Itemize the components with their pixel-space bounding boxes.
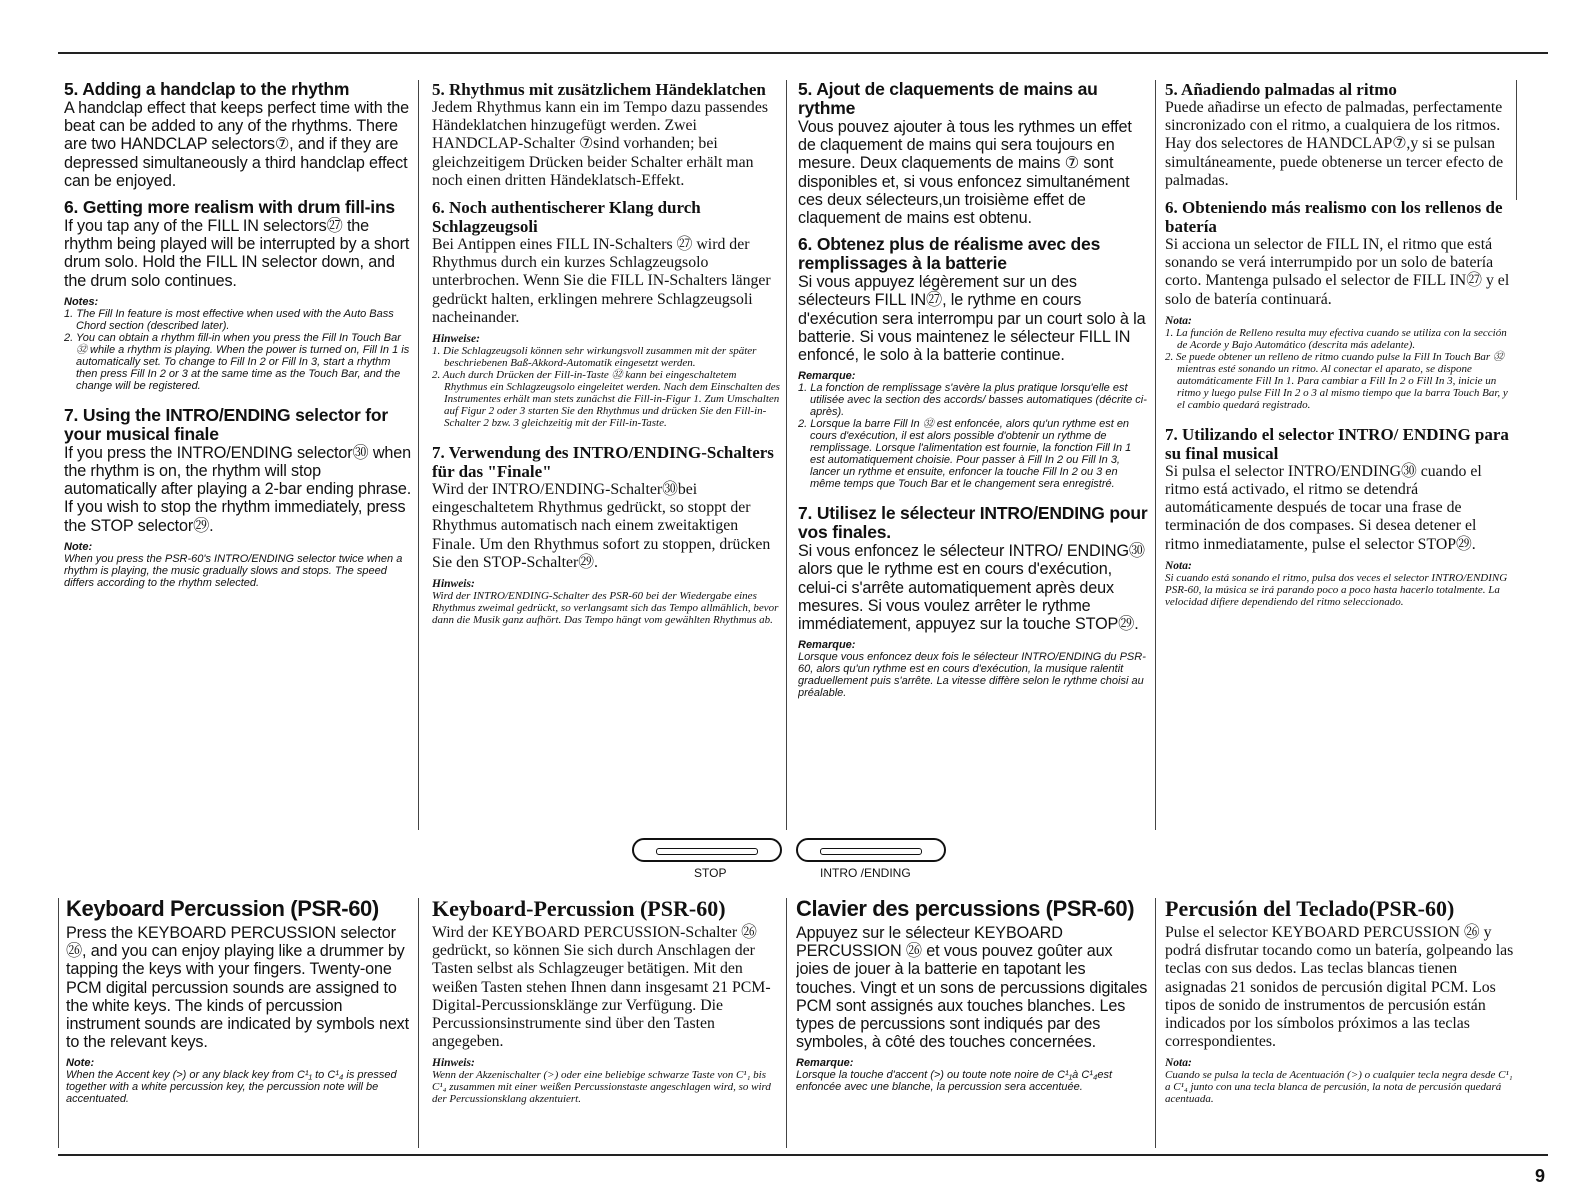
notes-label: Nota: bbox=[1165, 314, 1192, 327]
section-body: If you tap any of the FILL IN selectors㉗ the rhythm being played will be interrupted by a short drum solo. Hold the FILL IN selector down, and the drum solo continues. bbox=[64, 217, 410, 290]
german-column bbox=[432, 80, 780, 830]
section-body: Puede añadirse un efecto de palmadas, perfectamente sincronizado con el ritmo, a cualquiera de los ritmos. Hay dos selectores de HANDCLAP⑦,y si se pulsan simultáneamente, puede obtenerse un tercer efecto de palmadas. bbox=[1165, 99, 1504, 189]
section-intro-ending bbox=[432, 443, 780, 626]
note-text: Lorsque vous enfoncez deux fois le sélecteur INTRO/ENDING du PSR-60, alors qu'un rythme est en cours d'exécution, la musique ralentit graduellement puis s'arrête. La vitesse diffère selon le rythme choisi au préalable. bbox=[798, 651, 1146, 700]
note-text: Cuando se pulsa la tecla de Acentuación (>) o cualquier tecla negra desde C¹₁ a C¹₄ junto con una tecla blanca de percusión, la nota de percusión quedará acentuada. bbox=[1165, 1069, 1513, 1106]
intro-ending-button-illustration bbox=[796, 838, 946, 862]
english-column bbox=[64, 80, 412, 830]
section-fill-ins bbox=[432, 198, 780, 429]
keyboard-percussion-french bbox=[796, 896, 1148, 1154]
section-body: A handclap effect that keeps perfect time with the beat can be added to any of the rhythms. There are two HANDCLAP selectors⑦, and if they are depressed simultaneously a third handclap effect can be enjoyed. bbox=[64, 99, 409, 190]
section-fill-ins bbox=[798, 235, 1148, 490]
section-handclap bbox=[432, 80, 780, 190]
section-heading: 5. Adding a handclap to the rhythm bbox=[64, 80, 350, 99]
section-intro-ending bbox=[1165, 425, 1513, 608]
section-title: Clavier des percussions (PSR-60) bbox=[796, 896, 1135, 921]
column-divider bbox=[786, 80, 787, 830]
section-body: If you press the INTRO/ENDING selector㉚ when the rhythm is on, the rhythm will stop automatically after playing a 2-bar ending phrase. If you wish to stop the rhythm immediately, press the STOP selector㉙. bbox=[64, 443, 412, 535]
section-heading: 6. Obtenez plus de réalisme avec des remplissages à la batterie bbox=[798, 234, 1101, 274]
spanish-column bbox=[1165, 80, 1513, 830]
note-text: When the Accent key (>) or any black key from C¹₁ to C¹₄ is pressed together with a white percussion key, the percussion note will be accentuated. bbox=[66, 1069, 397, 1106]
notes-label: Nota: bbox=[1165, 1057, 1192, 1070]
note-item: 2. Auch durch Drücken der Fill-in-Taste ㉜ kann bei eingeschaltetem Rhythmus ein Schlagzeugsolo eingeleitet werden. Nach dem Einschalten des Instrumentes erhält man stets zunächst die Fill-in-Figur 1. Zum Umschalten auf Figur 2 oder 3 starten Sie den Rhythmus und drücken Sie den Fill-in-Schalter 2 bzw. 3 gleichzeitig mit der Fill-in-Taste. bbox=[432, 369, 780, 430]
notes-label: Hinweis: bbox=[432, 578, 475, 591]
column-divider bbox=[418, 898, 419, 1148]
keyboard-percussion-english bbox=[66, 896, 414, 1154]
top-rule bbox=[58, 52, 1548, 54]
section-body: Si pulsa el selector INTRO/ENDING㉚ cuando el ritmo está activado, el ritmo se detendrá automáticamente después de tocar una frase de terminación de dos compases. Si desea detener el ritmo inmediatamente, pulse el selector STOP㉙. bbox=[1165, 462, 1482, 553]
section-handclap bbox=[798, 80, 1148, 227]
intro-ending-label: INTRO /ENDING bbox=[820, 866, 911, 880]
keyboard-percussion-spanish bbox=[1165, 896, 1515, 1154]
note-item: 1. Die Schlagzeugsoli können sehr wirkungsvoll zusammen mit der später beschriebenen Baß-Akkord-Automatik eingesetzt werden. bbox=[432, 345, 757, 370]
section-body: Si acciona un selector de FILL IN, el ritmo que está sonando se verá interrumpido por un solo de batería corto. Mantenga pulsado el selector de FILL IN㉗ y el solo de batería continuará. bbox=[1165, 236, 1510, 308]
section-heading: 7. Verwendung des INTRO/ENDING-Schalters für das "Finale" bbox=[432, 443, 774, 482]
section-body: Wird der KEYBOARD PERCUSSION-Schalter ㉖ gedrückt, so können Sie sich durch Anschlagen der Tasten selbst als Schlagzeuger betätigen. Mit den weißen Tasten stehen Ihnen dann insgesamt 21 PCM-Digital-Percussionsklänge zur Verfügung. Die Percussionsinstrumente sind über den Tasten angegeben. bbox=[432, 924, 771, 1051]
section-heading: 5. Rhythmus mit zusätzlichem Händeklatchen bbox=[432, 80, 766, 99]
notes-label: Hinweis: bbox=[432, 1057, 475, 1070]
section-intro-ending bbox=[64, 406, 412, 589]
section-heading: 6. Obteniendo más realismo con los rellenos de batería bbox=[1165, 198, 1503, 237]
section-body: Press the KEYBOARD PERCUSSION selector ㉖, and you can enjoy playing like a drummer by tapping the keys with your fingers. Twenty-one PCM digital percussion sounds are assigned to the white keys. The kinds of percussion instrument sounds are indicated by symbols next to the relevant keys. bbox=[66, 924, 409, 1052]
section-heading: 6. Noch authentischerer Klang durch Schlagzeugsoli bbox=[432, 198, 701, 237]
stop-label: STOP bbox=[694, 866, 727, 880]
notes-label: Notes: bbox=[64, 295, 99, 308]
section-heading: 7. Utilizando el selector INTRO/ ENDING para su final musical bbox=[1165, 424, 1509, 463]
section-fill-ins bbox=[1165, 198, 1513, 411]
section-body: Si vous appuyez légèrement sur un des sélecteurs FILL IN㉗, le rythme en cours d'exécution sera interrompu par un court solo à la batterie. Si vous maintenez le sélecteur FILL IN enfoncé, le solo à la batterie continue. bbox=[798, 273, 1146, 365]
section-body: Pulse el selector KEYBOARD PERCUSSION ㉖ y podrá disfrutar tocando como un batería, golpeando las teclas con sus dedos. Las teclas blancas tienen asignadas 21 sonidos de percusión digital PCM. Los tipos de sonido de instrumentos de percusión están indicados por los símbolos próximos a las teclas correspondientes. bbox=[1165, 924, 1514, 1051]
section-handclap bbox=[1165, 80, 1513, 190]
section-body: Bei Antippen eines FILL IN-Schalters ㉗ wird der Rhythmus durch ein kurzes Schlagzeugsolo unterbrochen. Wenn Sie die FILL IN-Schalters länger gedrückt halten, erklingen mehrere Schlagzeugsoli nacheinander. bbox=[432, 236, 771, 326]
notes-label: Remarque: bbox=[796, 1057, 854, 1070]
column-divider bbox=[1155, 80, 1156, 830]
note-item: 2. You can obtain a rhythm fill-in when you press the Fill In Touch Bar ㉜ while a rhythm is playing. When the power is turned on, Fill In 1 is automatically set. To change to Fill In 2 or Fill In 3, start a rhythm then press Fill In 2 or 3 at the same time as the Touch Bar, and the change will be registered. bbox=[64, 331, 410, 392]
column-divider bbox=[1516, 80, 1517, 200]
section-heading: 7. Using the INTRO/ENDING selector for your musical finale bbox=[64, 404, 388, 444]
note-item: 1. La fonction de remplissage s'avère la plus pratique lorsqu'elle est utilisée avec la section des accords/ basses automatiques (décrite ci-après). bbox=[798, 382, 1147, 419]
note-text: Wird der INTRO/ENDING-Schalter des PSR-60 bei der Wiedergabe eines Rhythmus zweimal gedrückt, so verlangsamt sich das Tempo allmählich, bevor dann die Musik ganz aufhört. Das Tempo hängt vom gewählten Rhythmus ab. bbox=[432, 590, 779, 627]
section-heading: 5. Ajout de claquements de mains au rythme bbox=[798, 80, 1098, 118]
notes-label: Nota: bbox=[1165, 559, 1192, 572]
section-heading: 7. Utilisez le sélecteur INTRO/ENDING pour vos finales. bbox=[798, 503, 1148, 543]
note-item: 1. The Fill In feature is most effective when used with the Auto Bass Chord section (described later). bbox=[64, 307, 394, 332]
french-column bbox=[798, 80, 1148, 830]
section-heading: 6. Getting more realism with drum fill-ins bbox=[64, 197, 395, 218]
section-body: Si vous enfoncez le sélecteur INTRO/ ENDING㉚alors que le rythme est en cours d'exécution, celui-ci s'arrête automatiquement après deux mesures. Si vous voulez arrêter le rythme immédiatement, appuyez sur la touche STOP㉙. bbox=[798, 542, 1145, 634]
column-divider bbox=[786, 898, 787, 1148]
notes-label: Remarque: bbox=[798, 370, 856, 383]
section-body: Appuyez sur le sélecteur KEYBOARD PERCUSSION ㉖ et vous pouvez goûter aux joies de jouer à la batterie en tapotant les touches. Vingt et un sons de percussions digitales PCM sont assignés aux touches blanches. Les types de percussions sont indiqués par des symboles, à côté des touches concernées. bbox=[796, 924, 1148, 1052]
note-item: 2. Lorsque la barre Fill In ㉜ est enfoncée, alors qu'un rythme est en cours d'exécution, il est alors possible d'obtenir un rythme de remplissage. Lorsque l'alimentation est fournie, la fonction Fill In 1 est automatiquement choisie. Pour passer à Fill In 2 ou Fill In 3, lancer un rythme et ensuite, enfoncer la touche Fill In 2 ou 3 en même temps que Touch Bar et le changement sera enregistré. bbox=[798, 418, 1132, 491]
section-intro-ending bbox=[798, 504, 1148, 699]
page-number: 9 bbox=[1534, 1166, 1545, 1186]
note-text: Si cuando está sonando el ritmo, pulsa dos veces el selector INTRO/ENDING PSR-60, la música se irá parando poco a poco hasta hacerlo totalmente. La velocidad difiere dependiendo del ritmo seleccionado. bbox=[1165, 571, 1508, 608]
section-body: Vous pouvez ajouter à tous les rythmes un effet de claquement de mains qui sera toujours en mesure. Deux claquements de mains ⑦ sont disponibles et, si vous enfoncez simultanément ces deux sélecteurs,un troisième effet de claquement de mains est obtenu. bbox=[798, 118, 1132, 228]
keyboard-percussion-german bbox=[432, 896, 780, 1154]
notes-label: Hinweise: bbox=[432, 333, 480, 346]
stop-button-illustration bbox=[632, 838, 782, 862]
note-item: 1. La función de Relleno resulta muy efectiva cuando se utiliza con la sección de Acorde y Bajo Automático (descrita más adelante). bbox=[1165, 326, 1507, 351]
column-divider bbox=[58, 898, 59, 1148]
section-title: Keyboard-Percussion (PSR-60) bbox=[432, 896, 726, 921]
section-fill-ins bbox=[64, 198, 412, 392]
notes-label: Remarque: bbox=[798, 639, 856, 652]
note-item: 2. Se puede obtener un relleno de ritmo cuando pulse la Fill In Touch Bar ㉜ mientras esté sonando un ritmo. Al conectar el aparato, se dispone automáticamente Fill In 1. Para cambiar a Fill In 2 o Fill In 3, inicie un ritmo y luego pulse Fill In 2 o 3 al mismo tiempo que la barra Touch Bar, y el cambio quedará registrado. bbox=[1165, 350, 1508, 411]
section-body: Jedem Rhythmus kann ein im Tempo dazu passendes Händeklatchen hinzugefügt werden. Zwei HANDCLAP-Schalter ⑦sind vorhanden; bei gleichzeitigem Drücken beider Schalter erhält man noch einen dritten Händeklatsch-Effekt. bbox=[432, 99, 768, 189]
section-title: Percusión del Teclado(PSR-60) bbox=[1165, 896, 1455, 921]
section-handclap bbox=[64, 80, 412, 190]
bottom-rule bbox=[58, 1154, 1548, 1156]
section-title: Keyboard Percussion (PSR-60) bbox=[66, 896, 379, 921]
column-divider bbox=[1155, 898, 1156, 1148]
notes-label: Note: bbox=[64, 540, 93, 553]
section-body: Wird der INTRO/ENDING-Schalter㉚bei eingeschaltetem Rhythmus gedrückt, so stoppt der Rhythmus automatisch nach einem zweitaktigen Finale. Um den Rhythmus sofort zu stoppen, drücken Sie den STOP-Schalter㉙. bbox=[432, 481, 771, 571]
section-heading: 5. Añadiendo palmadas al ritmo bbox=[1165, 80, 1397, 99]
notes-label: Note: bbox=[66, 1057, 95, 1070]
note-text: Wenn der Akzenischalter (>) oder eine beliebige schwarze Taste von C¹₁ bis C¹₄ zusammen mit einer weißen Percussionstaste angeschlagen wird, so wird der Percussionsklang akzentuiert. bbox=[432, 1069, 771, 1106]
column-divider bbox=[418, 80, 419, 830]
note-text: When you press the PSR-60's INTRO/ENDING selector twice when a rhythm is playing, the music gradually slows and stops. The speed differs according to the rhythm selected. bbox=[64, 552, 403, 589]
note-text: Lorsque la touche d'accent (>) ou toute note noire de C¹₁à C¹₄est enfoncée avec une blanche, la percussion sera accentuée. bbox=[796, 1069, 1113, 1094]
